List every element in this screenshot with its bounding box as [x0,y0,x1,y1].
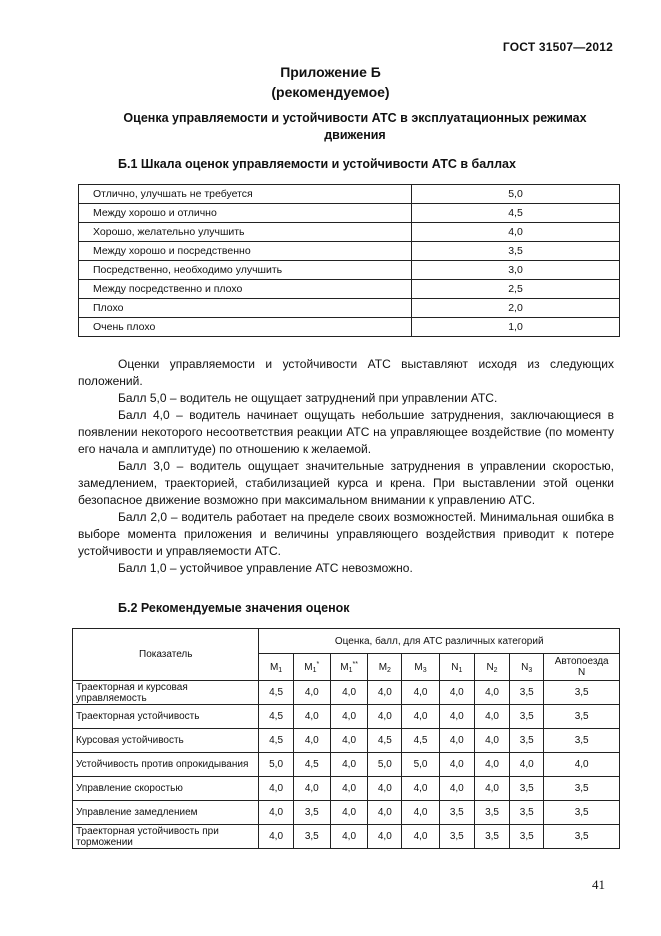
score-cell: 3,5 [544,705,620,729]
body-text [78,356,614,577]
score-cell: 4,0 [330,681,367,705]
table-row [79,318,620,337]
table-row [79,261,620,280]
table-row [73,753,620,777]
score-cell: 4,0 [330,729,367,753]
score-cell: 3,5 [510,825,544,849]
table-row [73,681,620,705]
indicator-column-header: Показатель [73,629,259,681]
score-cell: 4,0 [510,753,544,777]
scale-table [78,184,620,337]
scale-label: Посредственно, необходимо улучшить [79,261,412,280]
score-cell: 4,0 [330,801,367,825]
scale-label: Между посредственно и плохо [79,280,412,299]
category-superscript: ** [352,660,358,668]
category-base: M [269,661,279,673]
score-cell: 4,0 [474,705,509,729]
category-road-trains-line2: N [578,667,586,678]
score-cell: 4,0 [402,705,439,729]
score-cell: 4,0 [402,801,439,825]
score-cell: 3,5 [544,801,620,825]
score-cell: 3,5 [544,777,620,801]
score-cell: 4,5 [259,729,293,753]
category-subscript: 2 [387,666,391,674]
category-base: M [340,661,349,673]
category-base: N [521,661,529,673]
score-cell: 4,5 [368,729,402,753]
indicator-label: Управление замедлением [73,801,259,825]
score-cell: 4,5 [259,705,293,729]
paragraph: Оценки управляемости и устойчивости АТС выставляют исходя из следующих положений. [78,357,614,388]
indicator-label: Траекторная устойчивость [73,705,259,729]
indicator-label: Траекторная устойчивость при торможении [73,825,259,849]
category-group-header: Оценка, балл, для АТС различных категорий [259,629,620,654]
score-cell: 3,5 [474,825,509,849]
score-cell: 3,5 [474,801,509,825]
appendix-title-block [0,62,661,102]
category-base: N [451,661,459,673]
score-cell: 4,0 [402,825,439,849]
score-cell: 3,5 [510,681,544,705]
score-cell: 4,5 [259,681,293,705]
category-subscript: 1 [348,666,353,674]
category-road-trains-line1: Автопоезда [554,656,609,667]
score-cell: 4,0 [330,777,367,801]
score-cell: 5,0 [259,753,293,777]
table-row [73,777,620,801]
score-cell: 4,0 [474,777,509,801]
table-row [79,280,620,299]
category-subscript: 2 [493,666,498,674]
score-cell: 3,5 [293,801,330,825]
section-b1-heading: Б.1 Шкала оценок управляемости и устойчивости АТС в баллах [118,157,516,171]
category-base: M [304,661,313,673]
score-cell: 3,5 [510,801,544,825]
indicator-label: Управление скоростью [73,777,259,801]
score-cell: 3,5 [510,729,544,753]
score-cell: 4,0 [368,777,402,801]
score-cell: 4,0 [474,753,509,777]
scale-value: 4,0 [412,223,620,242]
indicator-label: Траекторная и курсовая управляемость [73,681,259,705]
score-cell: 4,0 [368,801,402,825]
scale-value: 3,5 [412,242,620,261]
score-cell: 3,5 [544,729,620,753]
scale-value: 1,0 [412,318,620,337]
category-header [510,654,544,681]
score-cell: 4,0 [293,705,330,729]
category-subscript: 1 [312,666,317,674]
score-cell: 4,0 [439,729,474,753]
score-cell: 4,0 [474,681,509,705]
section-b2-heading: Б.2 Рекомендуемые значения оценок [118,601,350,615]
scale-value: 5,0 [412,185,620,204]
category-subscript: 1 [458,666,463,674]
score-cell: 4,0 [439,753,474,777]
score-cell: 3,5 [439,801,474,825]
table-row [79,185,620,204]
score-cell: 4,0 [330,753,367,777]
category-header [439,654,474,681]
category-header [259,654,293,681]
paragraph: Балл 2,0 – водитель работает на пределе своих возможностей. Минимальная ошибка в выборе момента приложения и величины управляющего воздействия приводит к потере устойчивости и управляемости АТС. [78,510,614,558]
category-subscript: 3 [422,666,427,674]
paragraph: Балл 3,0 – водитель ощущает значительные затруднения в управлении скоростью, замедлением, траекторией, стабилизацией курса и крена. При выставлении этой оценки безопасное движение возможно при максимальном внимании к управлению АТС. [78,459,614,507]
category-subscript: 1 [278,666,283,674]
table-row [73,729,620,753]
table-row [79,242,620,261]
score-cell: 4,0 [368,705,402,729]
score-cell: 4,0 [474,729,509,753]
scale-label: Плохо [79,299,412,318]
score-cell: 5,0 [368,753,402,777]
appendix-subtitle: Оценка управляемости и устойчивости АТС в эксплуатационных режимах движения [123,111,587,142]
recommended-values-table [72,628,620,849]
scale-label: Между хорошо и отлично [79,204,412,223]
score-cell: 3,5 [293,825,330,849]
score-cell: 4,0 [259,777,293,801]
score-cell: 4,0 [330,825,367,849]
standard-header: ГОСТ 31507—2012 [502,40,613,54]
category-base: M [414,661,423,673]
scale-label: Между хорошо и посредственно [79,242,412,261]
score-cell: 3,5 [510,705,544,729]
score-cell: 4,5 [293,753,330,777]
category-superscript: * [316,660,320,668]
score-cell: 4,0 [402,777,439,801]
table-row [79,299,620,318]
scale-value: 2,5 [412,280,620,299]
score-cell: 4,0 [544,753,620,777]
category-header [474,654,509,681]
appendix-status: (рекомендуемое) [271,84,390,100]
score-cell: 4,0 [259,825,293,849]
scale-label: Очень плохо [79,318,412,337]
table-row [79,204,620,223]
score-cell: 4,0 [259,801,293,825]
indicator-label: Устойчивость против опрокидывания [73,753,259,777]
category-header [330,654,367,681]
score-cell: 4,0 [330,705,367,729]
table-row [73,705,620,729]
score-cell: 3,5 [544,681,620,705]
scale-label: Хорошо, желательно улучшить [79,223,412,242]
score-cell: 3,5 [544,825,620,849]
score-cell: 4,0 [368,681,402,705]
page-number: 41 [592,877,605,892]
score-cell: 4,0 [293,729,330,753]
score-cell: 4,0 [368,825,402,849]
score-cell: 4,5 [402,729,439,753]
category-header [293,654,330,681]
paragraph: Балл 4,0 – водитель начинает ощущать небольшие затруднения, заключающиеся в появлении некоторого несоответствия реакции АТС на управляющее воздействие (по моменту его начала и амплитуде) по отношению к желаемой. [78,408,614,456]
indicator-label: Курсовая устойчивость [73,729,259,753]
score-cell: 4,0 [439,777,474,801]
paragraph: Балл 5,0 – водитель не ощущает затруднений при управлении АТС. [118,391,498,405]
score-cell: 4,0 [402,681,439,705]
category-header-road-trains [544,654,620,681]
table-row [73,825,620,849]
scale-label: Отлично, улучшать не требуется [79,185,412,204]
score-cell: 3,5 [510,777,544,801]
category-header [368,654,402,681]
category-header [402,654,439,681]
score-cell: 4,0 [439,681,474,705]
appendix-title: Приложение Б [280,64,381,80]
scale-value: 2,0 [412,299,620,318]
category-subscript: 3 [528,666,533,674]
score-cell: 5,0 [402,753,439,777]
scale-value: 4,5 [412,204,620,223]
paragraph: Балл 1,0 – устойчивое управление АТС невозможно. [118,561,413,575]
table-row [73,801,620,825]
scale-value: 3,0 [412,261,620,280]
category-base: M [378,661,388,673]
score-cell: 4,0 [439,705,474,729]
category-base: N [486,661,494,673]
score-cell: 4,0 [293,681,330,705]
score-cell: 3,5 [439,825,474,849]
score-cell: 4,0 [293,777,330,801]
table-row [79,223,620,242]
